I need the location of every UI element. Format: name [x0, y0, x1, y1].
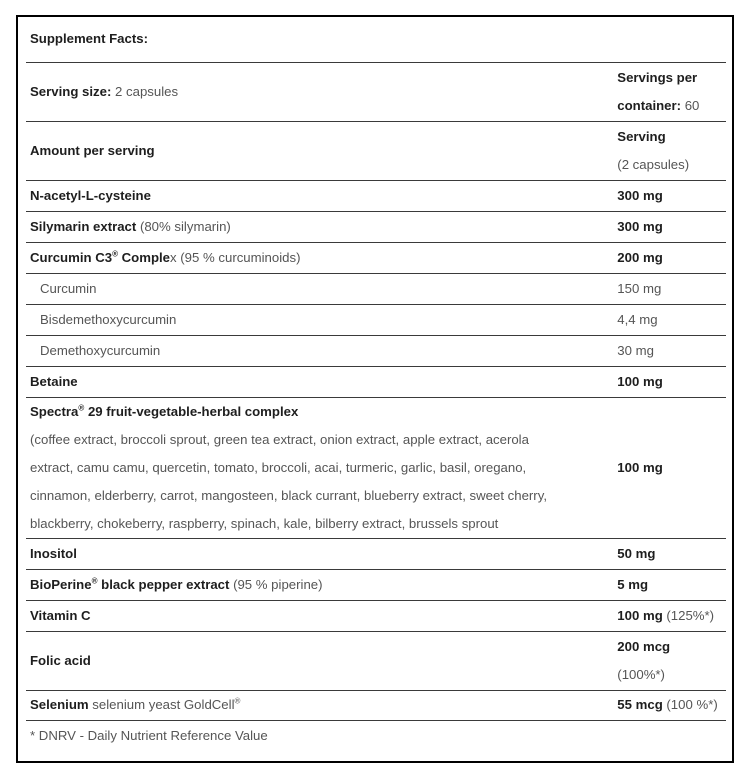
- registered-mark: ®: [234, 696, 241, 706]
- ingredient-amount: 100 mg: [613, 366, 726, 397]
- serving-size: [26, 62, 613, 121]
- serving-size-value: 2 capsules: [111, 83, 179, 99]
- ingredient-cell: [26, 211, 613, 242]
- footnote: * DNRV - Daily Nutrient Reference Value: [30, 727, 268, 743]
- serving-row: [26, 62, 726, 121]
- ingredient-note: (80% silymarin): [136, 218, 231, 234]
- ingredient-name: Curcumin C3: [30, 249, 113, 265]
- ingredient-amount: 5 mg: [613, 569, 726, 600]
- ingredient-name: Inositol: [26, 538, 613, 569]
- table-row: [26, 273, 726, 304]
- servings-per-label-line2: container:: [617, 97, 682, 113]
- ingredient-name-suffix: Comple: [117, 249, 171, 265]
- serving-size-label: Serving size:: [30, 83, 112, 99]
- ingredient-name: Spectra: [30, 403, 79, 419]
- ingredient-detail-line: (coffee extract, broccoli sprout, green tea extract, onion extract, apple extract, acerola: [30, 431, 529, 447]
- table-row: [26, 569, 726, 600]
- ingredient-name-suffix: 29 fruit-vegetable-herbal complex: [84, 403, 299, 419]
- title-row: [26, 17, 726, 62]
- table-row: [26, 631, 726, 690]
- ingredient-name: Betaine: [26, 366, 613, 397]
- amount-header-col-line1: Serving: [617, 128, 666, 144]
- table-row: [26, 538, 726, 569]
- ingredient-amount-cell: [613, 600, 726, 631]
- ingredient-detail-line: extract, camu camu, quercetin, tomato, broccoli, acai, turmeric, garlic, basil, oregano,: [30, 459, 527, 475]
- table-row: [26, 180, 726, 211]
- ingredient-note: (95 % piperine): [229, 576, 323, 592]
- table-row: [26, 335, 726, 366]
- table-row: [26, 304, 726, 335]
- ingredient-name: Folic acid: [26, 631, 613, 690]
- ingredient-amount: 200 mcg: [617, 638, 671, 654]
- ingredient-amount: 300 mg: [613, 180, 726, 211]
- ingredient-name: Selenium: [30, 697, 89, 712]
- ingredient-cell: [26, 397, 613, 538]
- ingredient-name: Curcumin: [26, 273, 613, 304]
- ingredient-note: selenium yeast GoldCell: [88, 697, 235, 712]
- table-row: [26, 600, 726, 631]
- servings-per-container: [613, 62, 726, 121]
- ingredient-amount: 300 mg: [613, 211, 726, 242]
- ingredient-amount: 4,4 mg: [613, 304, 726, 335]
- registered-mark: ®: [78, 403, 85, 413]
- ingredient-amount-note: (125%*): [662, 607, 715, 623]
- footer-row: [26, 720, 726, 751]
- servings-per-label-line1: Servings per: [617, 69, 698, 85]
- supplement-facts-table: [26, 17, 726, 751]
- ingredient-amount-cell: [613, 690, 726, 720]
- ingredient-note: x (95 % curcuminoids): [170, 249, 301, 265]
- ingredient-amount-note: (100 %*): [662, 697, 718, 712]
- ingredient-amount: 100 mg: [617, 607, 663, 623]
- ingredient-name: Bisdemethoxycurcumin: [26, 304, 613, 335]
- ingredient-amount-note: (100%*): [617, 666, 665, 682]
- registered-mark: ®: [112, 249, 118, 259]
- ingredient-detail-line: cinnamon, elderberry, carrot, mangosteen, black currant, blueberry extract, sweet cherry,: [30, 487, 547, 503]
- table-row: [26, 690, 726, 720]
- ingredient-cell: [26, 242, 613, 273]
- ingredient-name: N-acetyl-L-cysteine: [26, 180, 613, 211]
- ingredient-amount: 55 mcg: [617, 697, 663, 712]
- table-row: [26, 397, 726, 538]
- ingredient-name: BioPerine: [30, 576, 92, 592]
- servings-per-value: 60: [681, 97, 700, 113]
- table-row: [26, 211, 726, 242]
- ingredient-amount: 200 mg: [613, 242, 726, 273]
- amount-header-col-line2: (2 capsules): [617, 156, 690, 172]
- amount-header-row: [26, 121, 726, 180]
- registered-mark: ®: [91, 576, 98, 586]
- amount-header-label: Amount per serving: [26, 121, 613, 180]
- ingredient-detail-line: blackberry, chokeberry, raspberry, spinach, kale, bilberry extract, brussels sprout: [30, 515, 499, 531]
- title: Supplement Facts:: [26, 17, 726, 62]
- ingredient-amount: 30 mg: [613, 335, 726, 366]
- amount-header-column: [613, 121, 726, 180]
- ingredient-amount-cell: [613, 631, 726, 690]
- supplement-facts-panel: [16, 15, 734, 763]
- ingredient-amount: 150 mg: [613, 273, 726, 304]
- ingredient-name: Silymarin extract: [30, 218, 137, 234]
- ingredient-cell: [26, 569, 613, 600]
- ingredient-name: Demethoxycurcumin: [26, 335, 613, 366]
- ingredient-cell: [26, 690, 613, 720]
- table-row: [26, 366, 726, 397]
- ingredient-amount: 50 mg: [613, 538, 726, 569]
- table-row: [26, 242, 726, 273]
- ingredient-name-suffix: black pepper extract: [97, 576, 230, 592]
- ingredient-name: Vitamin C: [26, 600, 613, 631]
- ingredient-amount: 100 mg: [613, 397, 726, 538]
